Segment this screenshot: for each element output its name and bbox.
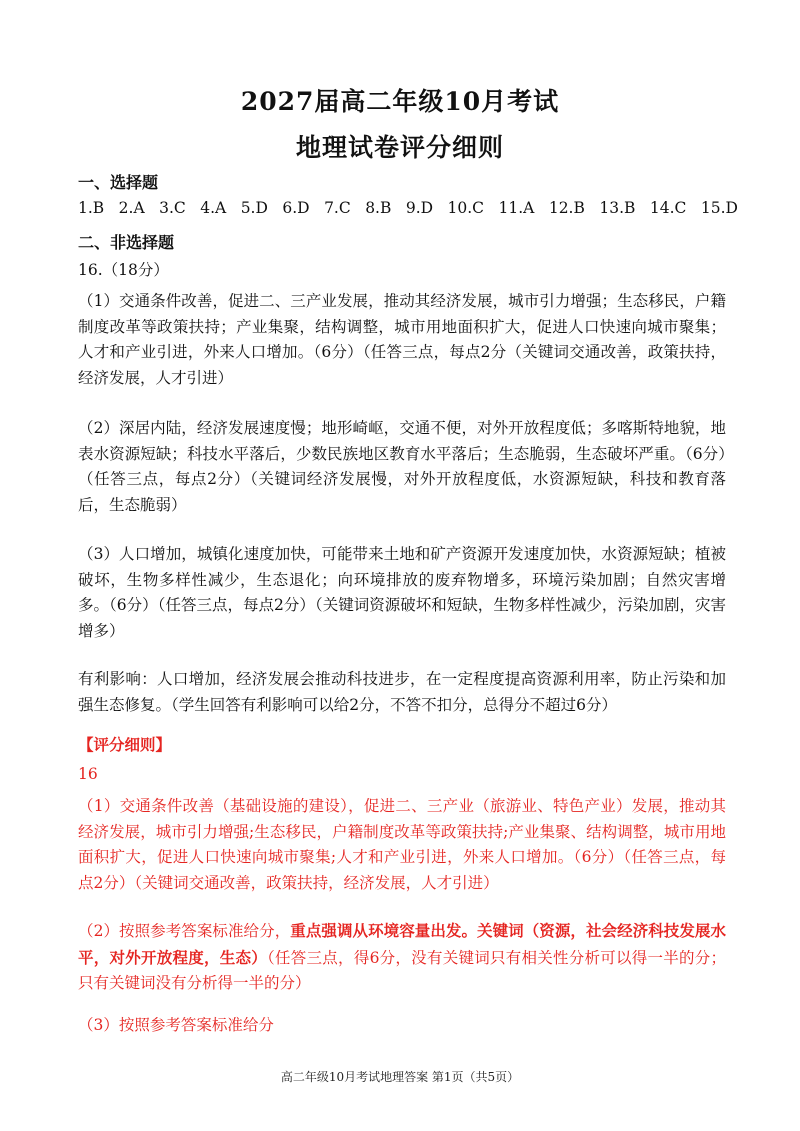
answer-part-3: （3）人口增加，城镇化速度加快，可能带来土地和矿产资源开发速度加快，水资源短缺；植被破坏，生物多样性减少，生态退化；向环境排放的废弃物增多，环境污染加剧；自然灾害增多。（6分）（任答三点，每点2分）（关键词资源破坏和短缺，生物多样性减少，污染加剧，灾害增多） (78, 545, 726, 640)
choice-answer: 8.B (365, 199, 392, 217)
choice-answer: 5.D (240, 199, 268, 217)
rubric-part-2-emphasis: 重点强调从环境容量出发。关键词（资源，社会经济科技发展水平，对外开放程度，生态） (78, 921, 726, 967)
rubric-part-1: （1）交通条件改善（基础设施的建设），促进二、三产业（旅游业、特色产业）发展，推动其经济发展，城市引力增强;生态移民，户籍制度改革等政策扶持;产业集聚、结构调整，城市用地面积扩大，促进人口快速向城市聚集;人才和产业引进，外来人口增加。（6分）（任答三点，每点2分）（关键词交通改善，政策扶持，经济发展，人才引进） (78, 797, 726, 892)
rubric-part-2 (78, 918, 726, 997)
choice-answer: 7.C (324, 199, 351, 217)
choice-answer: 11.A (498, 199, 535, 217)
exam-title: 2027届高二年级10月考试 (240, 87, 560, 116)
choice-answer: 3.C (159, 199, 186, 217)
rubric-part-3: （3）按照参考答案标准给分 (78, 1016, 274, 1034)
choice-answer: 4.A (200, 199, 227, 217)
choice-answer: 12.B (548, 199, 585, 217)
choice-answer: 2.A (118, 199, 145, 217)
answer-positive-impact: 有利影响：人口增加，经济发展会推动科技进步，在一定程度提高资源利用率，防止污染和加强生态修复。（学生回答有利影响可以给2分，不答不扣分，总得分不超过6分） (78, 670, 726, 714)
choice-answer: 10.C (447, 199, 485, 217)
choice-answer: 1.B (78, 199, 105, 217)
choice-answer: 14.C (649, 199, 687, 217)
rubric-question-number: 16 (78, 765, 98, 783)
choice-answers-row (78, 199, 738, 217)
choice-answer: 13.B (599, 199, 636, 217)
section-heading-nonchoice: 二、非选择题 (78, 233, 175, 252)
choice-answer: 15.D (700, 199, 738, 217)
answer-part-2: （2）深居内陆，经济发展速度慢；地形崎岖，交通不便，对外开放程度低；多喀斯特地貌，地表水资源短缺；科技水平落后，少数民族地区教育水平落后；生态脆弱，生态破坏严重。（6分）（任答三点，每点2分）（关键词经济发展慢，对外开放程度低，水资源短缺，科技和教育落后，生态脆弱） (78, 419, 726, 514)
rubric-part-2-suffix: （任答三点，得6分，没有关键词只有相关性分析可以得一半的分；只有关键词没有分析得一半的分） (78, 948, 726, 992)
rubric-heading: 【评分细则】 (78, 735, 172, 754)
answer-part-1: （1）交通条件改善，促进二、三产业发展，推动其经济发展，城市引力增强；生态移民，户籍制度改革等政策扶持；产业集聚，结构调整，城市用地面积扩大，促进人口快速向城市聚集；人才和产业引进，外来人口增加。（6分）（任答三点，每点2分（关键词交通改善，政策扶持，经济发展，人才引进） (78, 292, 726, 387)
page-footer: 高二年级10月考试地理答案 第1页（共5页） (280, 1070, 520, 1084)
section-heading-choice: 一、选择题 (78, 173, 159, 192)
exam-subtitle: 地理试卷评分细则 (295, 133, 504, 162)
rubric-part-2-prefix: （2）按照参考答案标准给分， (78, 922, 291, 940)
question-16-label: 16.（18分） (78, 261, 169, 279)
choice-answer: 6.D (282, 199, 310, 217)
choice-answer: 9.D (405, 199, 434, 217)
